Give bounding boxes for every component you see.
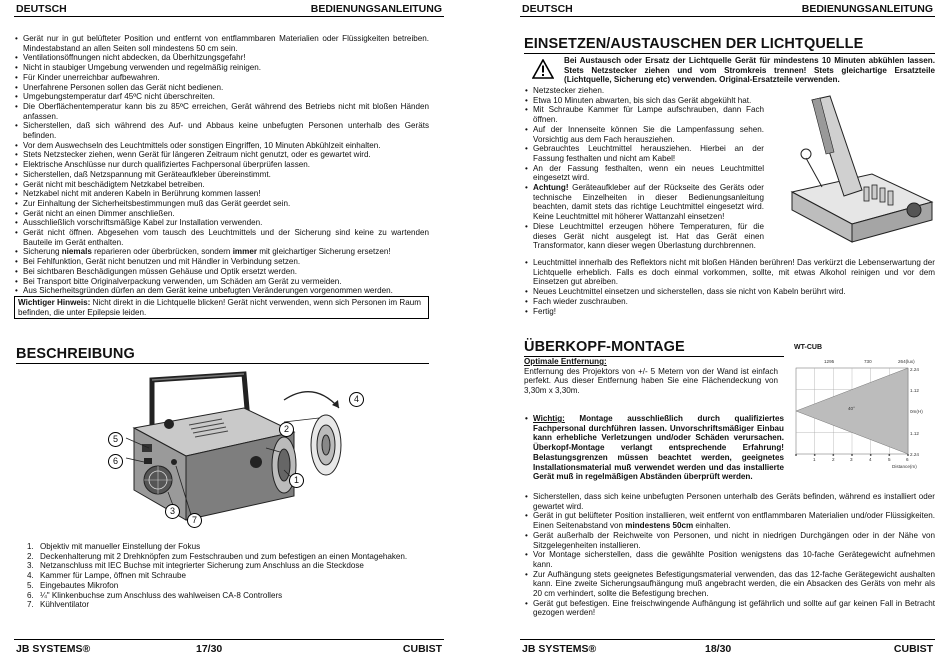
list-item: • Sicherstellen, dass sich keine unbefugten Personen unterhalb des Geräts befinden, während es installiert oder gewartet wird. xyxy=(524,492,935,511)
mounting-warning-list xyxy=(524,414,784,482)
list-item: • Gerät außerhalb der Reichweite von Personen, und nicht in niedrigen Durchgängen oder in der Nähe von Sitzgelegenheiten installieren. xyxy=(524,531,935,550)
list-item: • Gerät nicht öffnen. Abgesehen vom tausch des Leuchtmittels und der Sicherung sind keine zu wartenden Bauteile im Gerät enthalten. xyxy=(14,228,429,247)
callout-7: 7 xyxy=(187,513,202,528)
list-item: 1. Objektiv mit manueller Einstellung der Fokus xyxy=(36,542,451,552)
callout-6: 6 xyxy=(108,454,123,469)
list-item: • Netzstecker ziehen. xyxy=(524,86,764,96)
header-language: DEUTSCH xyxy=(16,3,67,15)
list-item: • Gerät nicht mit beschädigtem Netzkabel betreiben. xyxy=(14,180,429,190)
projector-drawing xyxy=(94,370,384,535)
header-manual-title: BEDIENUNGSANLEITUNG xyxy=(801,3,933,15)
chart-top-label: 264(lux) xyxy=(898,359,915,364)
lamp-steps-continued xyxy=(524,258,935,316)
chart-bottom-label: 6 xyxy=(906,457,909,462)
chart-right-label: 0m(H) xyxy=(910,409,923,414)
list-item: • Gerät nicht an einen Dimmer anschließen. xyxy=(14,209,429,219)
list-item: • Fach wieder zuschrauben. xyxy=(524,297,935,307)
list-item: 2. Deckenhalterung mit 2 Drehknöpfen zum Festschrauben und zum befestigen an einen Montagehaken. xyxy=(36,552,451,562)
footer-page-number: 17/30 xyxy=(196,643,223,655)
chart-right-label: 1.12 xyxy=(910,388,919,393)
list-item: • Gebrauchtes Leuchtmittel herausziehen. Hierbei an der Fassung festhalten und nicht am Kabel! xyxy=(524,144,764,163)
chart-right-label: 2.24 xyxy=(910,452,919,457)
list-item: • Bei Fehlfunktion, Gerät nicht benutzen und mit Händler in Verbindung setzen. xyxy=(14,257,429,267)
parts-list xyxy=(14,542,451,610)
optimal-distance-text: Entfernung des Projektors von +/- 5 Metern von der Wand ist einfach perfekt. Aus dieser Entfernung haben Sie eine Flächendeckung von 3,30m x 3,30m. xyxy=(524,366,778,396)
footer-brand: JB SYSTEMS® xyxy=(522,643,597,655)
device-illustration xyxy=(94,370,384,535)
chart-bottom-label: 2 xyxy=(832,457,835,462)
list-item-clearance: • Gerät in gut belüfteter Position installieren, weit entfernt von entflammbaren Materialien und/oder Flüssigkeiten. Einen Seitenabstand von mindestens 50cm einhalten. xyxy=(524,511,935,530)
list-item: 3. Netzanschluss mit IEC Buchse mit integrierter Sicherung zum Anschluss an die Steckdose xyxy=(36,561,451,571)
right-page-header xyxy=(520,2,935,17)
list-item: • Die Oberflächentemperatur kann bis zu 85ºC erreichen, Gerät während des Betriebs nicht mit bloßen Händen anfassen. xyxy=(14,102,429,121)
list-item: • Diese Leuchtmittel erzeugen höhere Temperaturen, für die dieses Gerät nicht ausgelegt ist. Hat das Gerät einen Transformator, kann dieser wegen Überlastung durchbrennen. xyxy=(524,222,764,251)
footer-page-number: 18/30 xyxy=(705,643,732,655)
chart-x-axis-label: Distance(m) xyxy=(892,464,917,469)
callout-5: 5 xyxy=(108,432,123,447)
safety-instructions xyxy=(14,34,429,319)
chart-bottom-label: 5 xyxy=(888,457,891,462)
callout-3: 3 xyxy=(165,504,180,519)
optimal-distance-title: Optimale Entfernung: xyxy=(524,357,607,366)
list-item: • Bei sichtbaren Beschädigungen müssen Gehäuse und Optik ersetzt werden. xyxy=(14,267,429,277)
beam-chart xyxy=(788,344,938,474)
list-item-wichtig: • Wichtig: Montage ausschließlich durch qualifiziertes Fachpersonal durchführen lassen. Unvorschriftsmäßiger Einbau kann erhebliche Verletzungen und/oder Schäden verursachen. Überkopf-Montage verlangt entsprechende Erfahrung! Belastungsgrenzen müssen beachtet werden, geeignetes Installationsmaterial muß verwendet werden und das installierte Gerät muß in regelmäßigen Abständen überprüft werden. xyxy=(524,414,784,482)
list-item: • Elektrische Anschlüsse nur durch qualifiziertes Fachpersonal überprüfen lassen. xyxy=(14,160,429,170)
list-item: • Für Kinder unerreichbar aufbewahren. xyxy=(14,73,429,83)
list-item: • Zur Einhaltung der Sicherheitsbestimmungen muß das Gerät geerdet sein. xyxy=(14,199,429,209)
chart-top-label: 730 xyxy=(864,359,872,364)
header-manual-title: BEDIENUNGSANLEITUNG xyxy=(310,3,442,15)
chart-bottom-label: 1 xyxy=(813,457,816,462)
mounting-instructions xyxy=(524,492,935,618)
list-item-fuse: • Sicherung niemals reparieren oder überbrücken, sondern immer mit gleichartiger Sicherung ersetzen! xyxy=(14,247,429,257)
list-item: 5. Eingebautes Mikrofon xyxy=(36,581,451,591)
warning-triangle-icon xyxy=(532,59,554,79)
optimal-distance xyxy=(524,357,778,396)
list-item: • Netzkabel nicht mit anderen Kabeln in Berührung kommen lassen! xyxy=(14,189,429,199)
list-item: 4. Kammer für Lampe, öffnen mit Schraube xyxy=(36,571,451,581)
chart-bottom-label: 3 xyxy=(850,457,853,462)
callout-4: 4 xyxy=(349,392,364,407)
list-item: • Ventilationsöffnungen nicht abdecken, da Überhitzungsgefahr! xyxy=(14,53,429,63)
chart-top-label: 1295 xyxy=(824,359,835,364)
epilepsy-warning-box: Wichtiger Hinweis: Nicht direkt in die Lichtquelle blicken! Gerät nicht verwenden, wenn sich Personen im Raum befinden, die unter Epilepsie leiden. xyxy=(14,296,429,319)
lamp-steps xyxy=(524,86,764,251)
right-page xyxy=(520,0,935,654)
callout-2: 2 xyxy=(279,422,294,437)
safety-list xyxy=(14,34,429,296)
list-item: • Vor dem Auswechseln des Leuchtmittels oder sonstigen Eingriffen, 10 Minuten Abkühlzeit einhalten. xyxy=(14,141,429,151)
beam-chart-title: WT-CUB xyxy=(794,344,822,351)
list-item: • Vor Montage sicherstellen, dass die gewählte Position wenigstens das 10-fache Gerätegewicht aufnehmen kann. xyxy=(524,550,935,569)
left-page-header xyxy=(14,2,444,17)
beam-angle-label: 40° xyxy=(848,406,855,411)
lamp-illustration xyxy=(772,92,937,252)
footer-product: CUBIST xyxy=(893,643,933,655)
list-item: • Sicherstellen, daß sich während des Auf- und Abbaus keine unbefugten Personen unterhalb des Geräts befinden. xyxy=(14,121,429,140)
list-item: • Gerät nur in gut belüfteter Position und entfernt von entflammbaren Materialien oder Flüssigkeiten betreiben. Mindestabstand an allen Seiten soll mindestens 50 cm sein. xyxy=(14,34,429,53)
lamp-warning xyxy=(524,56,935,88)
list-item: • Umgebungstemperatur darf 45ºC nicht überschreiten. xyxy=(14,92,429,102)
left-page xyxy=(14,0,444,654)
list-item: • Zur Aufhängung stets geeignetes Befestigungsmaterial verwenden, das das 12-fache Gerätegewicht aushalten kann. Eine zweite Sicherungsaufhängung muß angebracht werden, die ein Absacken des Geräts von mehr als 20 cm verhindert, sollte die Befestigung brechen. xyxy=(524,570,935,599)
section-title-beschreibung: BESCHREIBUNG xyxy=(16,346,429,364)
chart-right-label: 1.12 xyxy=(910,431,919,436)
list-item: • Etwa 10 Minuten abwarten, bis sich das Gerät abgekühlt hat. xyxy=(524,96,764,106)
footer-brand: JB SYSTEMS® xyxy=(16,643,91,655)
lamp-steps-list xyxy=(524,86,764,251)
list-item: • Gerät gut befestigen. Eine freischwingende Aufhängung ist gefährlich und sollte auf gar keinen Fall in Betracht gezogen werden! xyxy=(524,599,935,618)
list-item: • Ausschließlich vorschriftsmäßige Kabel zur Installation verwenden. xyxy=(14,218,429,228)
mounting-list xyxy=(524,492,935,618)
lamp-warning-text: Bei Austausch oder Ersatz der Lichtquelle Gerät für mindestens 10 Minuten abkühlen lassen. Stets Netzstecker ziehen und vom Stromkreis trennen! Stets gleichartige Ersatzteile (Lichtquelle, Sicherung etc) verwenden. Original-Ersatzteile verwenden. xyxy=(564,56,935,85)
left-page-footer xyxy=(14,639,444,654)
chart-right-label: 2.24 xyxy=(910,367,919,372)
open-lamp-compartment-drawing xyxy=(772,92,937,252)
footer-product: CUBIST xyxy=(402,643,442,655)
list-item: 6. ¼" Klinkenbuchse zum Anschluss des wahlweisen CA-8 Controllers xyxy=(36,591,451,601)
chart-bottom-label: 4 xyxy=(869,457,872,462)
list-item: 7. Kühlventilator xyxy=(36,600,451,610)
mounting-warning xyxy=(524,414,784,482)
lamp-steps-list-2 xyxy=(524,258,935,316)
section-title-overhead-mounting: ÜBERKOPF-MONTAGE xyxy=(524,339,784,357)
header-language: DEUTSCH xyxy=(522,3,573,15)
right-page-footer xyxy=(520,639,935,654)
list-item: • Aus Sicherheitsgründen dürfen an dem Gerät keine unbefugten Veränderungen vorgenommen werden. xyxy=(14,286,429,296)
list-item: • An der Fassung festhalten, wenn ein neues Leuchtmittel eingesetzt wird. xyxy=(524,164,764,183)
list-item: • Unerfahrene Personen sollen das Gerät nicht bedienen. xyxy=(14,83,429,93)
list-item: • Auf der Innenseite können Sie die Lampenfassung sehen. Vorsichtig aus dem Fach herausziehen. xyxy=(524,125,764,144)
list-item: • Nicht in staubiger Umgebung verwenden und regelmäßig reinigen. xyxy=(14,63,429,73)
list-item: • Bei Transport bitte Originalverpackung verwenden, um Schäden am Gerät zu vermeiden. xyxy=(14,277,429,287)
list-item: • Neues Leuchtmittel einsetzen und sicherstellen, dass sie nicht von Kabeln berührt wird. xyxy=(524,287,935,297)
callout-1: 1 xyxy=(289,473,304,488)
list-item: • Fertig! xyxy=(524,307,935,317)
list-item: • Stets Netzstecker ziehen, wenn Gerät für längeren Zeitraum nicht genutzt, oder es gewartet wird. xyxy=(14,150,429,160)
section-title-lamp-replacement: EINSETZEN/AUSTAUSCHEN DER LICHTQUELLE xyxy=(524,36,935,54)
list-item: • Sicherstellen, daß Netzspannung mit Geräteaufkleber übereinstimmt. xyxy=(14,170,429,180)
list-item: • Leuchtmittel innerhalb des Reflektors nicht mit bloßen Händen berühren! Das verkürzt die Lebenserwartung der Lichtquelle erheblich. Falls es doch einmal vorkommen, sollte, mit etwas Alkohol reinigen und vor dem Einsetzen gut abreiben. xyxy=(524,258,935,287)
list-item: • Mit Schraube Kammer für Lampe aufschrauben, dann Fach öffnen. xyxy=(524,105,764,124)
list-item-achtung: • Achtung! Geräteaufkleber auf der Rückseite des Geräts oder technische Einzelheiten in dieser Bedienungsanleitung beachten, damit stets das richtige Leuchtmittel eingesetzt wird. Keine Leuchtmittel mit höherer Wattanzahl einsetzen! xyxy=(524,183,764,222)
